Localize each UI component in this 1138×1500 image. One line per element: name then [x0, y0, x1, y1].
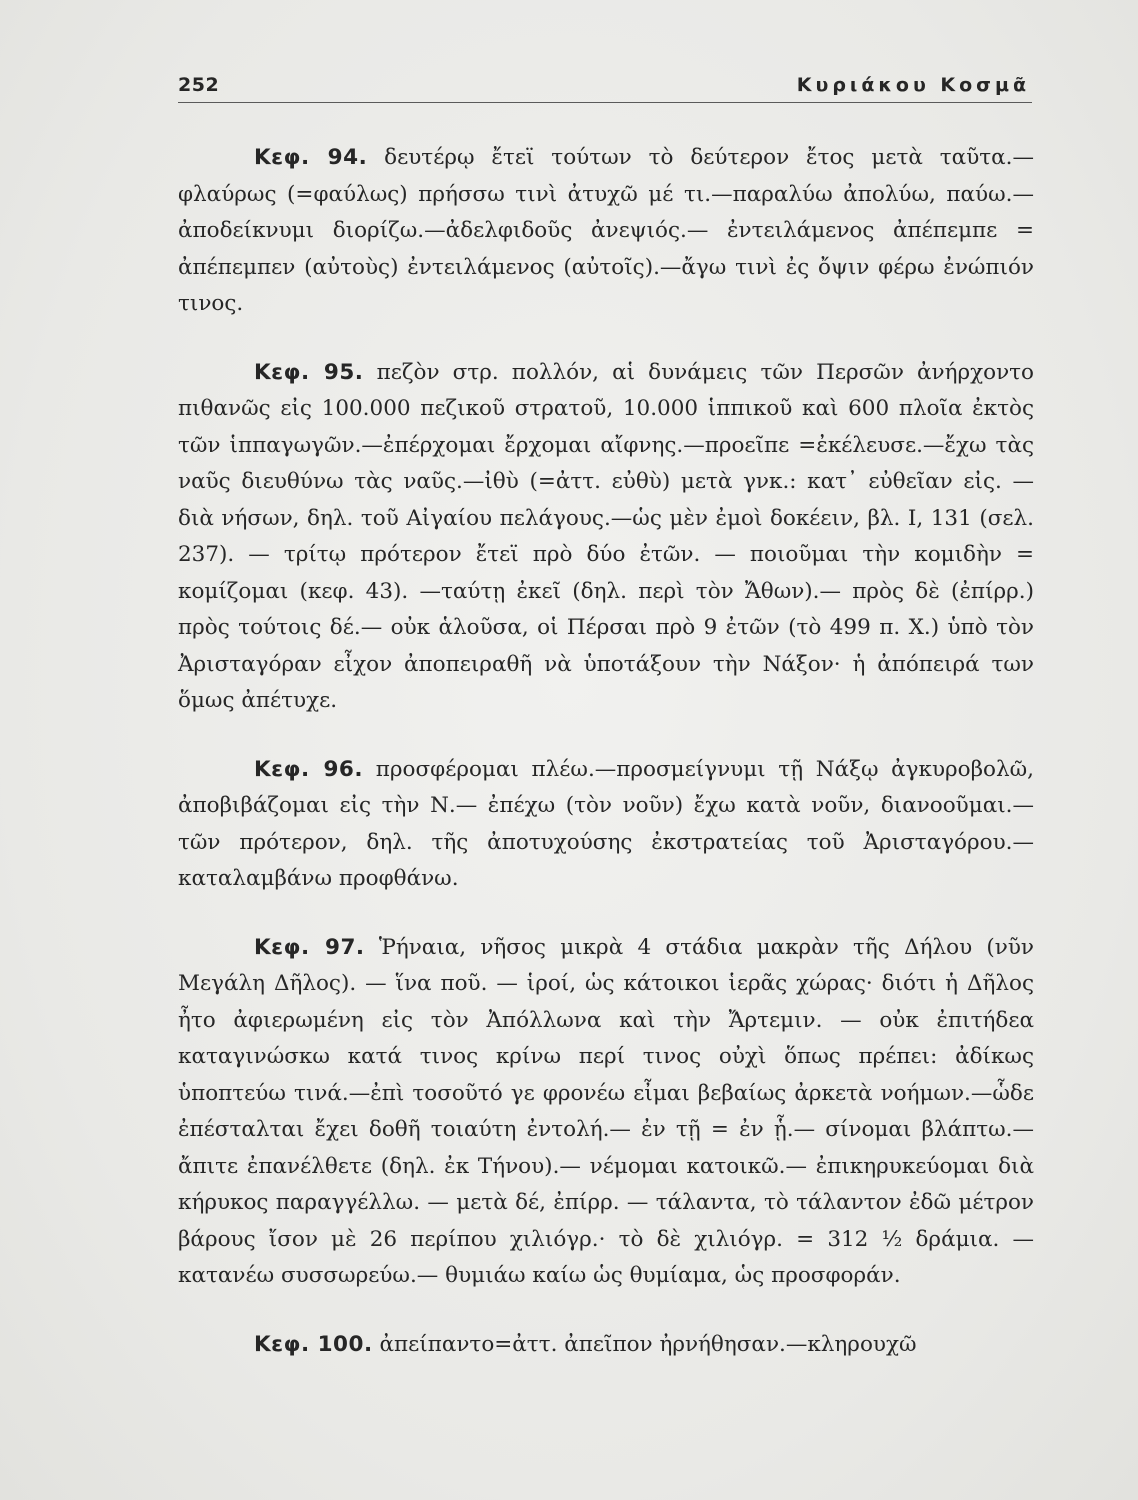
- paragraph-text: προσφέρομαι πλέω.—προσμείγνυμι τῇ Νάξῳ ἀγκυροβολῶ, ἀποβιβάζομαι εἰς τὴν Ν.— ἐπέχω (τὸν νοῦν) ἔχω κατὰ νοῦν, διανοοῦμαι.—τῶν πρότερον, δηλ. τῆς ἀποτυχούσης ἐκστρατείας τοῦ Ἀρισταγόρου.—καταλαμβάνω προφθάνω.: [178, 756, 1034, 891]
- running-head: Κυριάκου Κοσμᾶ: [796, 74, 1030, 96]
- paragraph-text: ἀπείπαντο=ἀττ. ἀπεῖπον ἠρνήθησαν.—κληρουχῶ: [379, 1331, 917, 1357]
- page-number: 252: [178, 74, 220, 96]
- chapter-label: Κεφ. 95.: [254, 359, 364, 385]
- chapter-label: Κεφ. 97.: [254, 934, 365, 960]
- chapter-label: Κεφ. 94.: [254, 145, 368, 170]
- paragraph-ch100: [178, 1327, 1034, 1364]
- paragraph-ch96: [178, 752, 1034, 898]
- commentary-body: [178, 140, 1034, 1363]
- page-header: [178, 70, 1032, 103]
- paragraph-text: Ῥήναια, νῆσος μικρὰ 4 στάδια μακρὰν τῆς Δήλου (νῦν Μεγάλη Δῆλος). — ἵνα ποῦ. — ἱροί, ὡς κάτοικοι ἱερᾶς χώρας· διότι ἡ Δῆλος ἦτο ἀφιερωμένη εἰς τὸν Ἀπόλλωνα καὶ τὴν Ἄρτεμιν. — οὐκ ἐπιτήδεα καταγινώσκω κατά τινος κρίνω περί τινος οὐχὶ ὅπως πρέπει: ἀδίκως ὑποπτεύω τινά.—ἐπὶ τοσοῦτό γε φρονέω εἶμαι βεβαίως ἀρκετὰ νοήμων.—ὧδε ἐπέσταλται ἔχει δοθῆ τοιαύτη ἐντολή.— ἐν τῇ = ἐν ᾗ.— σίνομαι βλάπτω.— ἄπιτε ἐπανέλθετε (δηλ. ἐκ Τήνου).— νέμομαι κατοικῶ.— ἐπικηρυκεύομαι διὰ κήρυκος παραγγέλλω. — μετὰ δέ, ἐπίρρ. — τάλαντα, τὸ τάλαντον ἐδῶ μέτρον βάρους ἴσον μὲ 26 περίπου χιλιόγρ.· τὸ δὲ χιλιόγρ. = 312 ½ δράμια. — κατανέω συσσωρεύω.— θυμιάω καίω ὡς θυμίαμα, ὡς προσφοράν.: [178, 934, 1034, 1288]
- paragraph-ch94: [178, 140, 1034, 323]
- paragraph-ch97: [178, 930, 1034, 1295]
- chapter-label: Κεφ. 100.: [254, 1331, 373, 1357]
- chapter-label: Κεφ. 96.: [254, 756, 364, 782]
- paragraph-ch95: [178, 355, 1034, 720]
- paragraph-text: πεζὸν στρ. πολλόν, αἱ δυνάμεις τῶν Περσῶν ἀνήρχοντο πιθανῶς εἰς 100.000 πεζικοῦ στρατοῦ, 10.000 ἱππικοῦ καὶ 600 πλοῖα ἐκτὸς τῶν ἱππαγωγῶν.—ἐπέρχομαι ἔρχομαι αἴφνης.—προεῖπε =ἐκέλευσε.—ἔχω τὰς ναῦς διευθύνω τὰς ναῦς.—ἰθὺ (=ἀττ. εὐθὺ) μετὰ γνκ.: κατ᾿ εὐθεῖαν εἰς. — διὰ νήσων, δηλ. τοῦ Αἰγαίου πελάγους.—ὡς μὲν ἐμοὶ δοκέειν, βλ. Ι, 131 (σελ. 237). — τρίτῳ πρότερον ἔτεϊ πρὸ δύο ἐτῶν. — ποιοῦμαι τὴν κομιδὴν = κομίζομαι (κεφ. 43). —ταύτῃ ἐκεῖ (δηλ. περὶ τὸν Ἄθων).— πρὸς δὲ (ἐπίρρ.) πρὸς τούτοις δέ.— οὐκ ἁλοῦσα, οἱ Πέρσαι πρὸ 9 ἐτῶν (τὸ 499 π. Χ.) ὑπὸ τὸν Ἀρισταγόραν εἶχον ἀποπειραθῆ νὰ ὑποτάξουν τὴν Νάξον· ἡ ἀπόπειρά των ὅμως ἀπέτυχε.: [178, 359, 1034, 713]
- paragraph-text: δευτέρῳ ἔτεϊ τούτων τὸ δεύτερον ἔτος μετὰ ταῦτα.— φλαύρως (=φαύλως) πρήσσω τινὶ ἀτυχῶ μέ τι.—παραλύω ἀπολύω, παύω.—ἀποδείκνυμι διορίζω.—ἀδελφιδοῦς ἀνεψιός.— ἐντειλάμενος ἀπέπεμπε = ἀπέπεμπεν (αὐτοὺς) ἐντειλάμενος (αὐτοῖς).—ἄγω τινὶ ἐς ὄψιν φέρω ἐνώπιόν τινος.: [178, 145, 1035, 316]
